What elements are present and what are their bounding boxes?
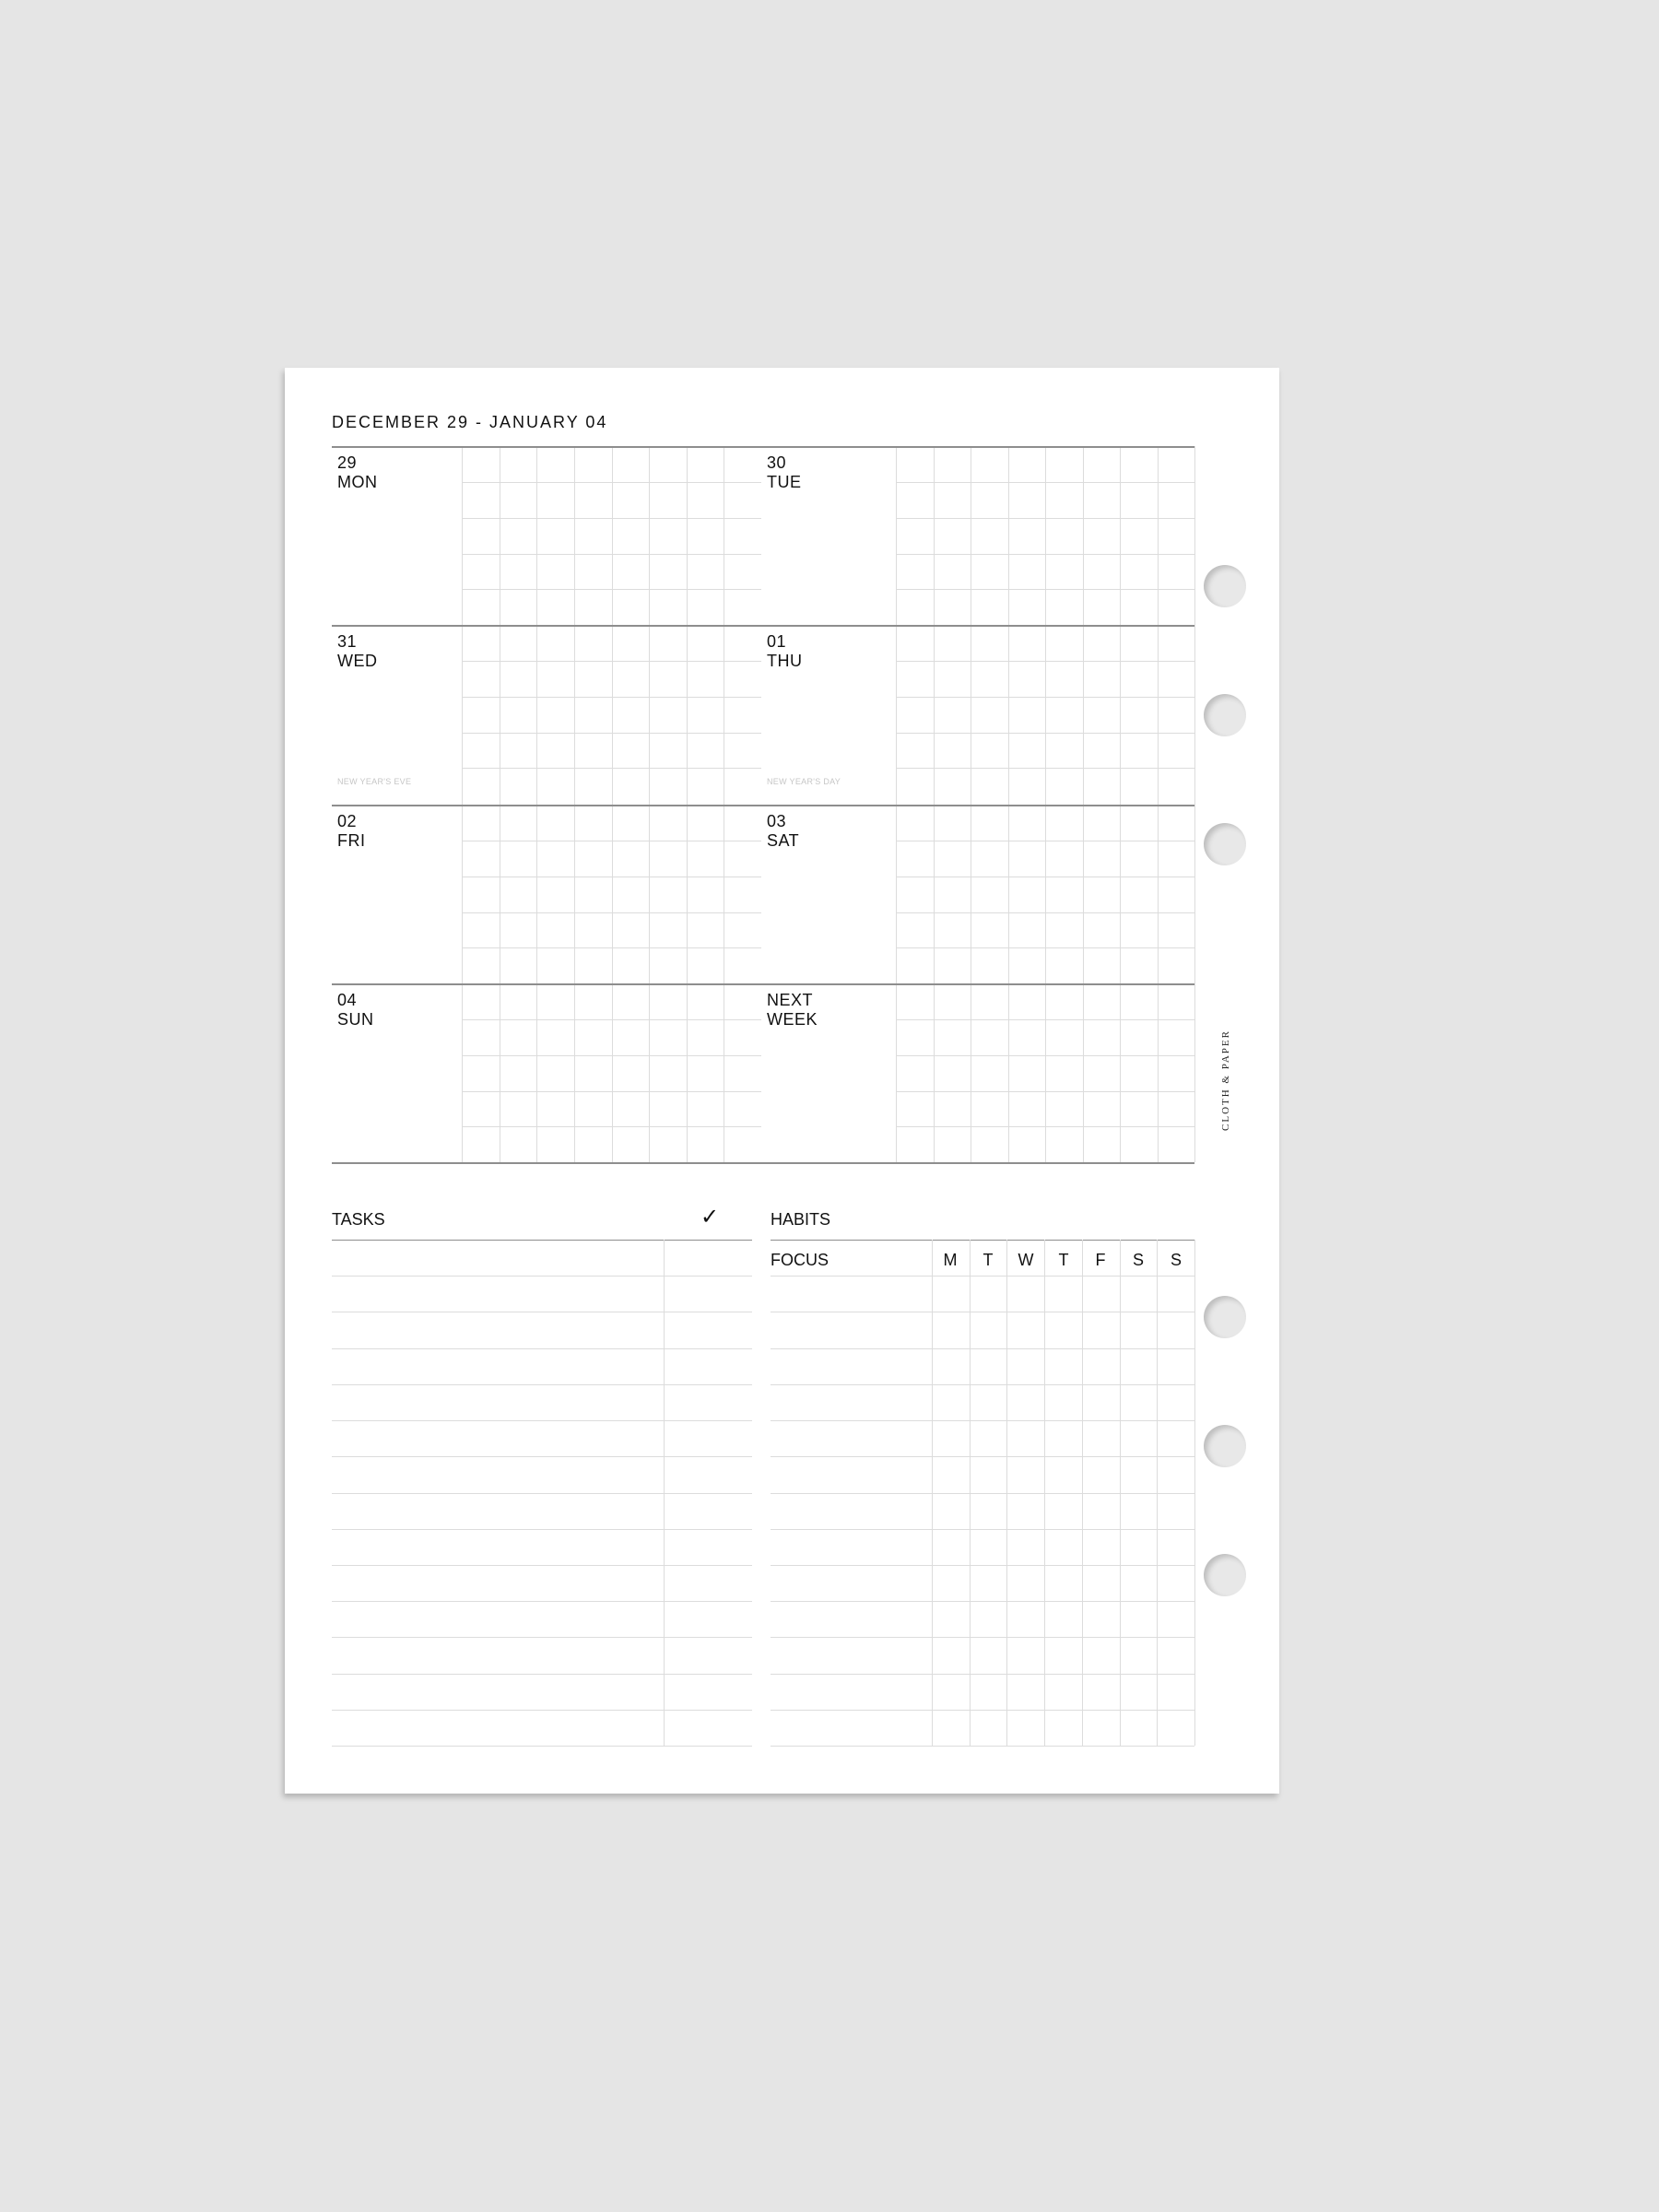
row-divider xyxy=(332,446,1194,448)
day-label: NEXT WEEK xyxy=(767,990,818,1029)
binder-hole xyxy=(1204,1554,1246,1596)
weekday-letter: M xyxy=(943,1251,958,1269)
grid-vline xyxy=(1083,446,1084,625)
day-label: 29 MON xyxy=(337,453,378,491)
grid-vline xyxy=(536,446,537,625)
grid-hline xyxy=(462,733,761,734)
grid-vline xyxy=(462,446,463,625)
grid-hline xyxy=(462,1019,761,1020)
day-label: 31 WED xyxy=(337,632,378,671)
grid-hline xyxy=(462,1055,761,1056)
task-line xyxy=(332,1493,752,1494)
habit-day-column xyxy=(1120,1240,1121,1746)
habit-line xyxy=(771,1674,1194,1675)
grid-vline xyxy=(612,625,613,804)
day-label: 01 THU xyxy=(767,632,803,671)
grid-vline xyxy=(1120,805,1121,983)
binder-hole xyxy=(1204,565,1246,607)
grid-hline xyxy=(462,589,761,590)
weekday-letter: T xyxy=(982,1251,994,1269)
habit-line xyxy=(771,1637,1194,1638)
binder-hole xyxy=(1204,823,1246,865)
grid-hline xyxy=(896,518,1194,519)
grid-vline xyxy=(649,805,650,983)
tasks-header-line xyxy=(332,1240,752,1241)
grid-vline xyxy=(612,446,613,625)
grid-hline xyxy=(462,947,761,948)
grid-hline xyxy=(462,1091,761,1092)
row-divider xyxy=(332,983,1194,985)
grid-hline xyxy=(896,697,1194,698)
day-label: 03 SAT xyxy=(767,811,800,850)
brand-wordmark: CLOTH & PAPER xyxy=(1220,1030,1231,1131)
task-line xyxy=(332,1276,752,1277)
focus-label: FOCUS xyxy=(771,1251,829,1269)
grid-vline xyxy=(1083,625,1084,804)
grid-vline xyxy=(649,446,650,625)
grid-vline xyxy=(1120,625,1121,804)
grid-vline xyxy=(574,983,575,1162)
task-line xyxy=(332,1710,752,1711)
grid-vline xyxy=(934,983,935,1162)
habit-line xyxy=(771,1420,1194,1421)
grid-vline xyxy=(896,805,897,983)
habit-day-column xyxy=(970,1240,971,1746)
grid-vline xyxy=(1158,805,1159,983)
grid-vline xyxy=(1120,983,1121,1162)
grid-vline xyxy=(1194,446,1195,1162)
week-range-title: DECEMBER 29 - JANUARY 04 xyxy=(332,413,608,431)
grid-hline xyxy=(462,518,761,519)
binder-hole xyxy=(1204,1425,1246,1467)
holiday-note: NEW YEAR'S EVE xyxy=(337,777,412,787)
grid-vline xyxy=(462,625,463,804)
grid-vline xyxy=(1008,805,1009,983)
habit-line xyxy=(771,1529,1194,1530)
task-line xyxy=(332,1674,752,1675)
grid-vline xyxy=(536,805,537,983)
habit-line xyxy=(771,1601,1194,1602)
habit-line xyxy=(771,1348,1194,1349)
grid-hline xyxy=(896,1091,1194,1092)
grid-hline xyxy=(896,661,1194,662)
habit-day-column xyxy=(1157,1240,1158,1746)
habit-line xyxy=(771,1276,1194,1277)
habit-day-column xyxy=(1194,1240,1195,1746)
habit-line xyxy=(771,1384,1194,1385)
habit-line xyxy=(771,1746,1194,1747)
habits-header-line xyxy=(771,1240,1194,1241)
day-label: 30 TUE xyxy=(767,453,802,491)
grid-hline xyxy=(896,589,1194,590)
habit-day-column xyxy=(1044,1240,1045,1746)
grid-vline xyxy=(896,446,897,625)
weekday-letter: T xyxy=(1058,1251,1069,1269)
day-label: 02 FRI xyxy=(337,811,366,850)
grid-vline xyxy=(1158,983,1159,1162)
grid-hline xyxy=(462,554,761,555)
task-line xyxy=(332,1637,752,1638)
grid-hline xyxy=(462,697,761,698)
task-line xyxy=(332,1601,752,1602)
row-divider xyxy=(332,805,1194,806)
grid-vline xyxy=(1008,446,1009,625)
habit-line xyxy=(771,1493,1194,1494)
row-divider xyxy=(332,625,1194,627)
grid-vline xyxy=(1120,446,1121,625)
grid-hline xyxy=(896,1126,1194,1127)
grid-vline xyxy=(1008,983,1009,1162)
grid-vline xyxy=(574,625,575,804)
grid-vline xyxy=(1045,446,1046,625)
grid-vline xyxy=(1045,983,1046,1162)
grid-vline xyxy=(896,983,897,1162)
habit-day-column xyxy=(1006,1240,1007,1746)
grid-hline xyxy=(896,1055,1194,1056)
grid-vline xyxy=(934,805,935,983)
grid-vline xyxy=(574,446,575,625)
grid-hline xyxy=(896,768,1194,769)
grid-vline xyxy=(1158,625,1159,804)
grid-vline xyxy=(1158,446,1159,625)
grid-hline xyxy=(896,554,1194,555)
task-line xyxy=(332,1565,752,1566)
habits-title: HABITS xyxy=(771,1210,831,1229)
weekday-letter: S xyxy=(1132,1251,1144,1269)
grid-vline xyxy=(612,983,613,1162)
habit-line xyxy=(771,1456,1194,1457)
habit-line xyxy=(771,1565,1194,1566)
grid-vline xyxy=(1008,625,1009,804)
day-label: 04 SUN xyxy=(337,990,374,1029)
grid-vline xyxy=(574,805,575,983)
grid-vline xyxy=(1045,805,1046,983)
grid-vline xyxy=(687,446,688,625)
grid-vline xyxy=(934,446,935,625)
grid-vline xyxy=(649,625,650,804)
grid-vline xyxy=(536,625,537,804)
tasks-title: TASKS xyxy=(332,1210,385,1229)
grid-hline xyxy=(462,912,761,913)
grid-hline xyxy=(462,1126,761,1127)
grid-vline xyxy=(687,625,688,804)
task-line xyxy=(332,1529,752,1530)
grid-vline xyxy=(687,805,688,983)
task-check-column xyxy=(664,1240,665,1746)
planner-sheet xyxy=(285,368,1279,1794)
task-line xyxy=(332,1746,752,1747)
grid-vline xyxy=(649,983,650,1162)
grid-vline xyxy=(462,805,463,983)
grid-vline xyxy=(934,625,935,804)
grid-vline xyxy=(536,983,537,1162)
binder-hole xyxy=(1204,694,1246,736)
habit-day-column xyxy=(932,1240,933,1746)
task-line xyxy=(332,1456,752,1457)
grid-vline xyxy=(896,625,897,804)
weekday-letter: F xyxy=(1095,1251,1106,1269)
task-line xyxy=(332,1384,752,1385)
grid-hline xyxy=(462,661,761,662)
grid-vline xyxy=(1083,983,1084,1162)
weekday-letter: S xyxy=(1170,1251,1182,1269)
grid-vline xyxy=(687,983,688,1162)
grid-vline xyxy=(1083,805,1084,983)
holiday-note: NEW YEAR'S DAY xyxy=(767,777,841,787)
grid-vline xyxy=(1045,625,1046,804)
grid-hline xyxy=(462,482,761,483)
task-line xyxy=(332,1420,752,1421)
grid-hline xyxy=(896,482,1194,483)
grid-hline xyxy=(462,768,761,769)
weekday-letter: W xyxy=(1018,1251,1034,1269)
grid-vline xyxy=(462,983,463,1162)
habit-day-column xyxy=(1082,1240,1083,1746)
task-line xyxy=(332,1348,752,1349)
grid-hline xyxy=(896,733,1194,734)
grid-hline xyxy=(896,1019,1194,1020)
row-divider xyxy=(332,1162,1194,1164)
grid-hline xyxy=(896,947,1194,948)
grid-hline xyxy=(896,912,1194,913)
habit-line xyxy=(771,1710,1194,1711)
binder-hole xyxy=(1204,1296,1246,1338)
checkmark-icon: ✓ xyxy=(700,1205,720,1230)
grid-vline xyxy=(612,805,613,983)
